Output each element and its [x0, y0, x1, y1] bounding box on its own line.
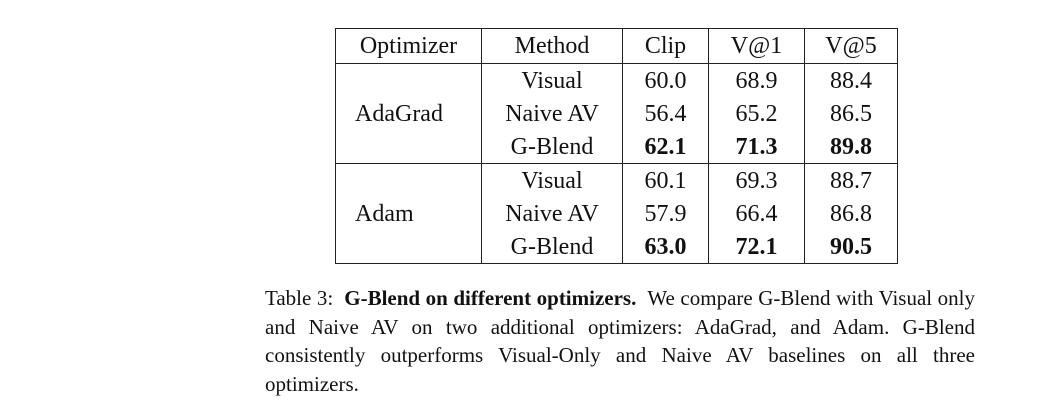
method-cell: Visual: [482, 164, 623, 198]
header-v-at-5: V@5: [805, 29, 898, 64]
table-row: [336, 64, 898, 98]
method-cell: G-Blend: [482, 230, 623, 264]
clip-cell: 63.0: [623, 230, 709, 264]
clip-cell: 60.1: [623, 164, 709, 198]
v-at-1-cell: 72.1: [709, 230, 805, 264]
caption-label: Table 3:: [265, 286, 334, 310]
table-caption: [265, 284, 975, 398]
table-row: [336, 164, 898, 198]
method-cell: G-Blend: [482, 130, 623, 164]
caption-title: G-Blend on different optimizers.: [344, 286, 637, 310]
caption-body: We compare G-Blend with Visual only and Naive AV on two additional optimizers: AdaGrad, and Adam. G-Blend consistently outperforms Visual-Only and Naive AV baselines on all three optimizers.: [265, 286, 975, 396]
optimizer-cell: AdaGrad: [336, 64, 482, 164]
clip-cell: 60.0: [623, 64, 709, 98]
clip-cell: 56.4: [623, 97, 709, 130]
header-v-at-1: V@1: [709, 29, 805, 64]
header-clip: Clip: [623, 29, 709, 64]
header-method: Method: [482, 29, 623, 64]
v-at-5-cell: 86.8: [805, 197, 898, 230]
table-header-row: [336, 29, 898, 64]
method-cell: Naive AV: [482, 197, 623, 230]
v-at-5-cell: 88.7: [805, 164, 898, 198]
v-at-1-cell: 71.3: [709, 130, 805, 164]
method-cell: Naive AV: [482, 97, 623, 130]
v-at-5-cell: 90.5: [805, 230, 898, 264]
clip-cell: 62.1: [623, 130, 709, 164]
results-table: [335, 28, 898, 264]
optimizer-cell: Adam: [336, 164, 482, 264]
v-at-5-cell: 89.8: [805, 130, 898, 164]
v-at-1-cell: 66.4: [709, 197, 805, 230]
v-at-5-cell: 86.5: [805, 97, 898, 130]
v-at-1-cell: 69.3: [709, 164, 805, 198]
v-at-5-cell: 88.4: [805, 64, 898, 98]
method-cell: Visual: [482, 64, 623, 98]
v-at-1-cell: 68.9: [709, 64, 805, 98]
header-optimizer: Optimizer: [336, 29, 482, 64]
v-at-1-cell: 65.2: [709, 97, 805, 130]
clip-cell: 57.9: [623, 197, 709, 230]
